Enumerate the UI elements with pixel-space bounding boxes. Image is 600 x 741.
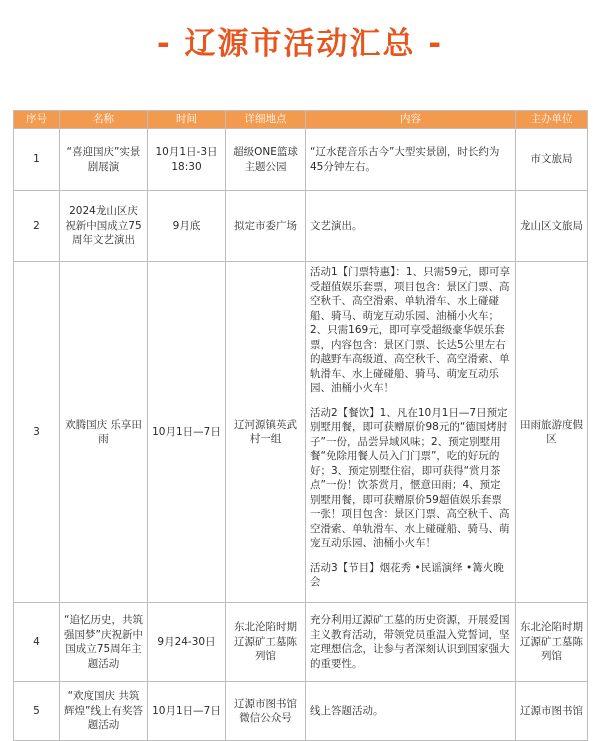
page-title: - 辽源市活动汇总 - xyxy=(156,26,444,62)
cell-location: 东北沦陷时期辽源矿工墓陈列馆 xyxy=(226,603,306,682)
cell-content xyxy=(306,262,516,603)
cell-time: 9月底 xyxy=(148,191,226,262)
header-location: 详细地点 xyxy=(226,111,306,129)
cell-content xyxy=(306,129,516,191)
cell-no: 4 xyxy=(14,603,60,682)
cell-name: “喜迎国庆”实景剧展演 xyxy=(60,129,148,191)
content-paragraph: 线上答题活动。 xyxy=(310,704,384,717)
cell-no: 2 xyxy=(14,191,60,262)
cell-no: 1 xyxy=(14,129,60,191)
activity-table xyxy=(13,110,588,741)
cell-location: 辽河源镇英武村一组 xyxy=(226,262,306,603)
cell-location: 超级ONE篮球主题公园 xyxy=(226,129,306,191)
content-paragraph: 活动2【餐饮】1、凡在10月1日—7日预定别墅用餐，即可获赠原价98元的“德国烤肘子”一份，品尝异域风味；2、预定别墅用餐“免除用餐人员入门门票”，吃的好玩的好；3、预定别墅住宿，即可获得“赏月茶点”一份！饮茶赏月，惬意田雨；4、预定别墅用餐，即可获赠原价59超值娱乐套票一张！项目包含：景区门票、高空秋千、高空滑索、单轨滑车、水上碰碰船、骑马、萌宠互动乐园、油桶小火车！ xyxy=(310,406,510,549)
cell-no: 5 xyxy=(14,682,60,741)
content-paragraph: 活动3【节目】烟花秀 •民谣演绎 •篝火晚会 xyxy=(310,561,504,588)
header-name: 名称 xyxy=(60,111,148,129)
cell-organizer: 辽源市图书馆 xyxy=(516,682,588,741)
cell-content xyxy=(306,682,516,741)
table-row xyxy=(14,682,588,741)
cell-time: 10月1日-3日 18:30 xyxy=(148,129,226,191)
header-organizer: 主办单位 xyxy=(516,111,588,129)
cell-organizer: 龙山区文旅局 xyxy=(516,191,588,262)
content-paragraph: 文艺演出。 xyxy=(310,219,363,232)
cell-content xyxy=(306,603,516,682)
cell-name: 欢腾国庆 乐享田雨 xyxy=(60,262,148,603)
cell-organizer: 市文旅局 xyxy=(516,129,588,191)
table-row xyxy=(14,262,588,603)
cell-name: “欢度国庆 共筑辉煌”线上有奖答题活动 xyxy=(60,682,148,741)
content-paragraph: 充分利用辽源矿工墓的历史资源，开展爱国主义教育活动，带领党员重温入党誓词，坚定理想信念，让参与者深刻认识到国家强大的重要性。 xyxy=(310,614,510,670)
cell-time: 10月1日—7日 xyxy=(148,682,226,741)
cell-time: 9月24-30日 xyxy=(148,603,226,682)
table-row xyxy=(14,129,588,191)
cell-name: 2024龙山区庆祝新中国成立75周年文艺演出 xyxy=(60,191,148,262)
content-paragraph: 活动1【门票特惠】：1、只需59元，即可享受超值娱乐套票，项目包含：景区门票、高空秋千、高空滑索、单轨滑车、水上碰碰船、骑马、萌宠互动乐园、油桶小火车；2、只需169元，即可享受超级豪华娱乐套票，内容包含：景区门票、长达5公里左右的越野车高级道、高空秋千、高空滑索、单轨滑车、水上碰碰船、骑马、萌宠互动乐园、油桶小火车！ xyxy=(310,266,510,394)
cell-no: 3 xyxy=(14,262,60,603)
cell-time: 10月1日—7日 xyxy=(148,262,226,603)
cell-name: “追忆历史，共筑强国梦”庆祝新中国成立75周年主题活动 xyxy=(60,603,148,682)
table-row xyxy=(14,603,588,682)
content-paragraph: “辽水琵音乐古今”大型实景剧，时长约为45分钟左右。 xyxy=(310,146,500,173)
header-time: 时间 xyxy=(148,111,226,129)
cell-organizer: 田雨旅游度假区 xyxy=(516,262,588,603)
cell-content xyxy=(306,191,516,262)
table-header-row xyxy=(14,111,588,129)
table-row xyxy=(14,191,588,262)
cell-location: 拟定市委广场 xyxy=(226,191,306,262)
cell-location: 辽源市图书馆微信公众号 xyxy=(226,682,306,741)
cell-organizer: 东北沦陷时期辽源矿工墓陈列馆 xyxy=(516,603,588,682)
header-no: 序号 xyxy=(14,111,60,129)
header-content: 内容 xyxy=(306,111,516,129)
